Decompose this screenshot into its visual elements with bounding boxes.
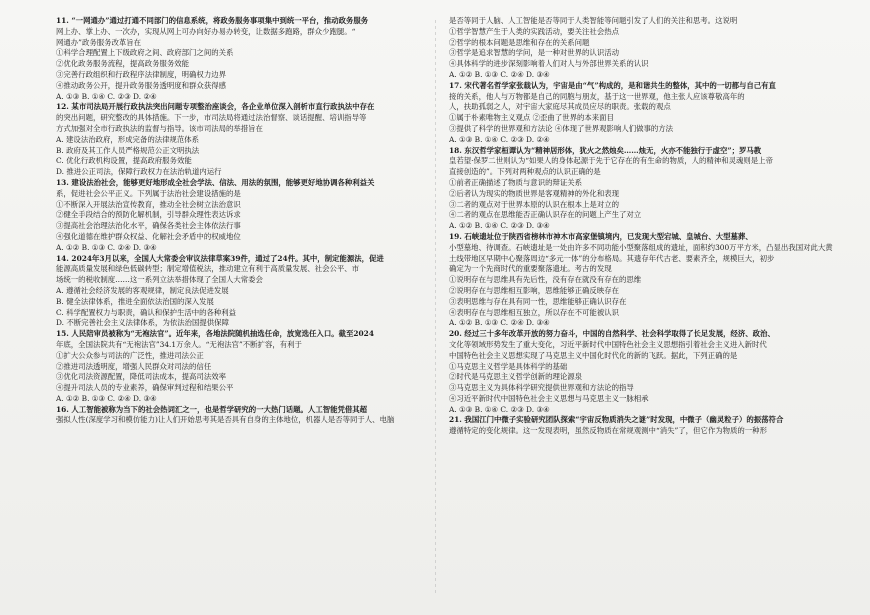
text-line: A. ①② B. ①③ C. ②④ D. ③④ — [56, 242, 157, 252]
text-line: 方式加强对全市行政执法的监督与指导。该市司法局的举措旨在 — [56, 123, 263, 133]
question-stem-line: 19. 石峡遗址位于陕西省榜林市神木市高家堡镇境内，已发现大型宕城、皇城台、大型墓葬、 — [449, 231, 753, 241]
text-line: ①说明存在与思维具有先后性，没有存在就没有存在的思维 — [449, 275, 642, 285]
question-stem-line: 18. 东汉哲学家桓谭认为“精神居形体，犹火之然烛矣……烛无，火亦不能独行于虚空”；罗马教 — [449, 145, 762, 155]
text-line: ③提高社会治理法治化水平，确保各类社会主体依法行事 — [56, 221, 241, 231]
right-column — [449, 16, 847, 437]
text-line: ③二者的观点对于世界本原的认识在根本上是对立的 — [449, 199, 619, 209]
text-line: A. ①② B. ①④ C. ②③ D. ③④ — [449, 221, 550, 231]
text-line: B. 政府及其工作人员严格规范公正文明执法 — [56, 145, 200, 155]
text-line: B. 健全法律体系，推进全面依法治国的深入发展 — [56, 296, 214, 306]
text-line: ④二者的观点在思维能否正确认识存在的问题上产生了对立 — [449, 210, 642, 220]
text-line: 强拟人性(深度学习和模仿能力)让人们开始思考其是否具有自身的主体地位，机器人是否等同于人、电脑 — [56, 415, 395, 425]
text-line: 直接创造的”。下列对两种观点的认识正确的是 — [449, 167, 601, 177]
text-line: A. 建设法治政府，形成完备的法律规范体系 — [56, 134, 200, 144]
text-line: 遵循特定的变化规律。这一发现表明，虽然反物质在常规观测中“消失”了，但它作为物质的一种形 — [449, 426, 767, 436]
text-line: 皇若望·保罗二世则认为“如果人的身体起源于先于它存在的有生命的物质，人的精神和灵魂则是上帝 — [449, 156, 773, 166]
text-line: A. ①② B. ①③ C. ②④ D. ③④ — [56, 393, 157, 403]
question-stem-line: 21. 我国江门中微子实验研究团队探索“宇宙反物质消失之谜”时发现，中微子（幽灵粒子）的振荡符合 — [449, 415, 784, 425]
text-line: 小型墓地、待调查。石峡遗址是一处由许多不同功能小型聚落组成的遗址，面积约300万平方米，凸显出我国对此大黄 — [449, 242, 833, 252]
question-stem-line: 12. 某市司法局开展行政执法突出问题专项整治座谈会，各企业单位深入剖析市直行政执法中存在 — [56, 102, 375, 112]
column-divider — [435, 20, 436, 595]
text-line: ④习近平新时代中国特色社会主义思想与马克思主义一脉相承 — [449, 393, 649, 403]
text-line: ③表明思维与存在具有同一性，思维能够正确认识存在 — [449, 296, 627, 306]
question-stem-line: 17. 宋代著名哲学家张载认为，宇宙是由“气”构成的，是和谐共生的整体，其中的一切都与自己有直 — [449, 80, 776, 90]
text-line: 能源高质量发展和绿色低碳转型；制定增值税法，推动建立有利于高质量发展、社会公平、市 — [56, 264, 360, 274]
text-line: 网上办、掌上办、一次办，实现从网上可办向好办易办转变，让数据多跑路，群众少跑腿。“ — [56, 26, 356, 36]
text-line: A. 遵循社会经济发展的客观规律，制定良法促进发展 — [56, 285, 229, 295]
left-column — [56, 16, 454, 426]
text-line: D. 不断完善社会主义法律体系，为依法治国提供保障 — [56, 318, 229, 328]
question-stem-line: 11. “一网通办”通过打通不同部门的信息系统，将政务服务事项集中到统一平台，推动政务服务 — [56, 16, 369, 25]
text-line: ④提升司法人员的专业素养，确保审判过程和结果公平 — [56, 383, 234, 393]
text-line: ③优化司法资源配置，降低司法成本，提高司法效率 — [56, 372, 226, 382]
text-line: 场统一的税收制度……这一系列立法举措体现了全国人大常委会 — [56, 275, 263, 285]
text-line: ①属于朴素唯物主义观点 ②歪曲了世界的本来面目 — [449, 113, 614, 123]
text-line: 土线带地区早期中心聚落周边“多元一体”的分布格局。其遗存年代古老、要素齐全，规模巨大，初步 — [449, 253, 775, 263]
question-stem-line: 16. 人工智能被称为当下的社会热词汇之一，也是哲学研究的一大热门话题。人工智能凭借其超 — [56, 404, 368, 414]
text-line: ④具体科学的进步深刻影响着人们对人与外部世界关系的认识 — [449, 59, 649, 69]
text-line: ③提供了科学的世界观和方法论 ④体现了世界观影响人们做事的方法 — [449, 123, 674, 133]
text-line: ④强化道德在维护群众权益、化解社会矛盾中的权威地位 — [56, 231, 241, 241]
text-line: ③马克思主义为具体科学研究提供世界观和方法论的指导 — [449, 383, 634, 393]
text-line: A. ①③ B. ①④ C. ②③ D. ②④ — [449, 134, 550, 144]
text-line: D. 推进公正司法，保障行政权力在法治轨道内运行 — [56, 167, 222, 177]
text-line: ②后者认为现实的物质世界是客观精神的外化和表现 — [449, 188, 619, 198]
text-line: 网通办”政务服务改革旨在 — [56, 37, 142, 47]
question-stem-line: 13. 建设法治社会，能够更好地形成全社会学法、信法、用法的氛围，能够更好地协调各种利益关 — [56, 177, 375, 187]
text-line: ③哲学是追求智慧的学问，是一种对世界的认识活动 — [449, 48, 619, 58]
text-line: ②说明存在与思维相互影响，思维能够正确反映存在 — [449, 285, 619, 295]
text-line: ②优化政务服务流程，提高政务服务效能 — [56, 59, 190, 69]
text-line: A. ①③ B. ①④ C. ②③ D. ③④ — [449, 404, 550, 414]
text-line: A. ①③ B. ①④ C. ②③ D. ②④ — [56, 91, 157, 101]
text-line: 的突出问题，研究整改的具体措施。下一步，市司法局将通过法治督察、谈话提醒、培训指导等 — [56, 113, 367, 123]
text-line: 是否等同于人脑、人工智能是否等同于人类智能等问题引发了人们的关注和思考。这说明 — [449, 16, 738, 25]
text-line: ①扩大公众参与司法的广泛性，推进司法公正 — [56, 350, 204, 360]
text-line: ①科学合理配置上下级政府之间、政府部门之间的关系 — [56, 48, 234, 58]
text-line: 文化等领域形势发生了重大变化，习近平新时代中国特色社会主义思想指引着社会主义进入新时代 — [449, 339, 767, 349]
text-line: ②健全手段结合的预防化解机制，引导群众理性表达诉求 — [56, 210, 241, 220]
text-line: ①马克思主义哲学是具体科学的基础 — [449, 361, 568, 371]
text-line: ①前者正确描述了物质与意识的辩证关系 — [449, 177, 583, 187]
text-line: C. 优化行政机构设置，提高政府服务效能 — [56, 156, 192, 166]
question-stem-line: 15. 人民陪审员被称为“无袍法官”。近年来，各地法院随机抽选任命，放宽选任入口。截至2024 — [56, 329, 374, 339]
text-line: ①哲学智慧产生于人类的实践活动，要关注社会热点 — [449, 26, 619, 36]
text-line: ③完善行政组织和行政程序法律制度，明确权力边界 — [56, 69, 226, 79]
text-line: 系，促进社会公平正义。下列属于法治社会建设措施的是 — [56, 188, 241, 198]
text-line: A. ①② B. ①③ C. ②④ D. ③④ — [449, 69, 550, 79]
text-line: ①不断深入开展法治宣传教育，推动全社会树立法治意识 — [56, 199, 241, 209]
text-line: ②推进司法透明度，增强人民群众对司法的信任 — [56, 361, 212, 371]
text-line: 中国特色社会主义思想实现了马克思主义中国化时代化的新的飞跃。据此，下列正确的是 — [449, 350, 738, 360]
text-line: ②时代是马克思主义哲学创新的理论源泉 — [449, 372, 583, 382]
text-line: A. ①② B. ①③ C. ②④ D. ③④ — [449, 318, 550, 328]
text-line: 接的关系，他人与万物都是自己的同胞与朋友，基于这一世界观，他主张人应该尊敬高年的 — [449, 91, 745, 101]
text-line: 年底，全国法院共有“无袍法官”34.1万余人。“无袍法官”不断扩容，有利于 — [56, 339, 302, 349]
text-line: 确定为一个先商时代的重要聚落遗址。考古的发现 — [449, 264, 612, 274]
text-line: ④表明存在与思维相互独立，所以存在不可能被认识 — [449, 307, 619, 317]
question-stem-line: 20. 经过三十多年改革开放的努力奋斗，中国的自然科学、社会科学取得了长足发展，经济、政治、 — [449, 329, 775, 339]
text-line: C. 科学配置权力与职责，确认和保护生活中的各种利益 — [56, 307, 237, 317]
text-line: ④推动政务公开，提升政务服务透明度和群众获得感 — [56, 80, 226, 90]
text-line: 人，扶助孤弱之人，对宇宙大家庭尽其成员应尽的职责。张载的观点 — [449, 102, 671, 112]
text-line: ②哲学的根本问题是思维和存在的关系问题 — [449, 37, 590, 47]
question-stem-line: 14. 2024年3月以来，全国人大常委会审议法律草案39件，通过了24件。其中，制定能源法，促进 — [56, 253, 384, 263]
